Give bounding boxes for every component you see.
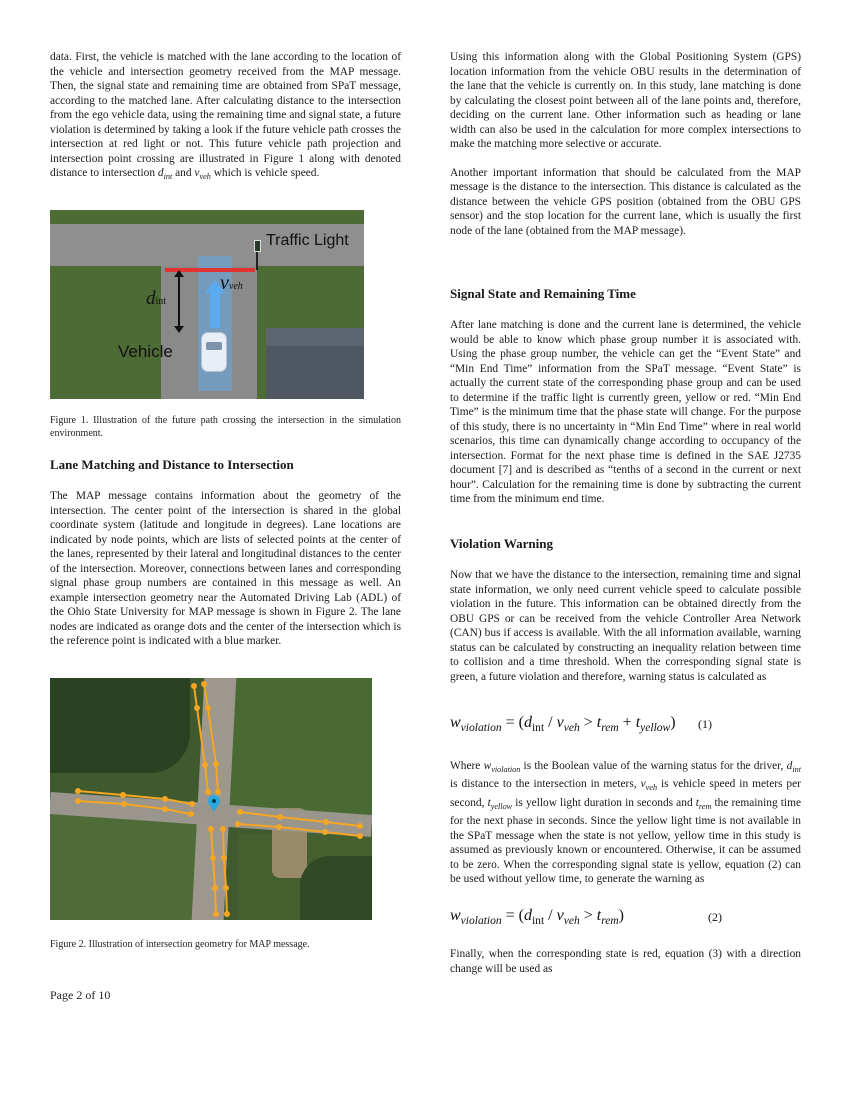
figure-2-intersection-map <box>50 678 372 920</box>
page-number: Page 2 of 10 <box>50 988 111 1002</box>
left-column <box>50 50 401 184</box>
section-paragraph: The MAP message contains information about the geometry of the intersection. The center point of the intersection is shared in the global coordinate system (latitude and longitude in degrees). Lane locations are indicated by node points, which are lists of selected points at the center of the lanes, represented by their lateral and longitudinal distances to the center of the intersection. Moreover, connections between lanes and corresponding signal phase group numbers are contained in this message as well. An example intersection geometry near the Automated Driving Lab (ADL) of the Ohio State University for MAP message is shown in Figure 2. The lane nodes are indicated as orange dots and the center of the intersection which is the reference point is indicated with a blue marker. <box>50 490 401 647</box>
figure-1-caption-block <box>50 414 401 440</box>
section-heading: Violation Warning <box>450 536 553 551</box>
label-traffic-light: Traffic Light <box>266 232 349 249</box>
figure-1-simulation-image <box>50 210 364 399</box>
distance-paragraph: Another important information that should be calculated from the MAP message is the distance to the intersection. This distance is calculated as the distance between the vehicle GPS position (obtained from the OBU GPS sensor) and the stop location for the current lane, which is usually the first node of the lane (obtained from the MAP message). <box>450 166 801 237</box>
intro-paragraph: data. First, the vehicle is matched with the lane according to the location of the vehicle and intersection geometry received from the MAP message. Then, the signal state and remaining time are obtained from SPaT message, according to the matched lane. After calculating distance to the intersection from the ego vehicle data, using the remaining time and signal state, a future violation is determined by taking a look if the future vehicle path crosses the intersection at red light or not. This future vehicle path projection and intersection point crossing are illustrated in Figure 1 along with denoted distance to intersection $d_{int}$ and $v_{veh}$ which is vehicle speed. <box>50 51 401 181</box>
figure-2-caption-block <box>50 938 401 951</box>
vehicle-icon <box>201 332 227 372</box>
section-heading: Signal State and Remaining Time <box>450 286 636 301</box>
section-lane-matching <box>50 457 401 649</box>
figure-2-caption: Figure 2. Illustration of intersection geometry for MAP message. <box>50 939 310 950</box>
right-column <box>450 50 801 238</box>
var-vveh: $v_{veh}$ <box>194 167 211 181</box>
where-paragraph-block <box>450 759 801 887</box>
final-paragraph-block <box>450 947 801 976</box>
equation-number: (1) <box>698 717 712 731</box>
equation-1: $w_{violation} = (d_{int} / v_{veh} > t_{rem} + t_{yellow})$ (1) <box>450 714 712 735</box>
section-heading: Lane Matching and Distance to Intersection <box>50 457 294 472</box>
figure-1-caption: Figure 1. Illustration of the future path crossing the intersection in the simulation environment. <box>50 415 401 439</box>
section-paragraph: Now that we have the distance to the intersection, remaining time and signal state information, we only need current vehicle speed to calculate possible violation in the future. This information can be obtained directly from the OBU GPS or can be received from the vehicle Controller Area Network (CAN) bus if access is available. With the all information available, warning status can be calculated by constructing an inequality relation between time to collision and a time threshold. When the corresponding signal state is green, a future violation and therefore, warning status is calculated as <box>450 569 801 683</box>
section-paragraph: After lane matching is done and the current lane is determined, the vehicle would be able to know which phase group number it is associated with. Using the phase group number, the vehicle can get the “Event State” and “Min End Time” information from the SPaT message. “Event State” is actually the current state of the corresponding phase group and can be used to determine if the traffic light is currently green, yellow or red. “Min End Time” is the minimum time that the phase state will change. For the purpose of this study, there is no uncertainty in “Min End Time” where in real world scenarios, this time can dynamically change according to occupancy of the intersection. Format for the next phase time is defined in the SAE J2735 document [7] and is described as “tenths of a second in the current or next hour”. Calculation for the remaining time is done by subtracting the current time from the minimum end time. <box>450 319 801 505</box>
equation-2: $w_{violation} = (d_{int} / v_{veh} > t_{rem})$ (2) <box>450 907 722 928</box>
label-dint: dint <box>146 288 167 309</box>
label-vveh: vveh <box>220 272 243 294</box>
lane-nodes-overlay <box>50 678 372 920</box>
equation-number: (2) <box>708 910 722 924</box>
where-paragraph: Where $w_{violation}$ is the Boolean value of the warning status for the driver, $d_{int}$ is distance to the intersection in meters, $v_{veh}$ is vehicle speed in meters per second, $t_{yellow}$ is yellow light duration in seconds and $t_{rem}$ the remaining time for the next phase in seconds. Since the yellow light time is not available in the SPaT message when the state is not yellow, yellow time in this study is assumed as previously known or encountered. Otherwise, it can be assumed to be zero. When the corresponding signal state is yellow, equation (2) can be used without yellow time, to generate the warning as <box>450 760 801 886</box>
var-dint: $d_{int}$ <box>157 167 173 181</box>
reference-point-marker-icon <box>208 795 220 812</box>
label-vehicle: Vehicle <box>118 342 173 361</box>
distance-arrow-icon <box>178 272 180 330</box>
gps-paragraph: Using this information along with the Global Positioning System (GPS) location information from the vehicle OBU results in the determination of the lane that the vehicle is currently on. In this study, lane matching is done by calculating the closest point between all of the lane points and, therefore, deciding on the current lane. Other information such as heading or lane width can also be used in the calculation for more complex intersections to make the matching more selective or accurate. <box>450 51 801 150</box>
section-signal-state <box>450 286 801 507</box>
final-paragraph: Finally, when the corresponding state is red, equation (3) with a direction change will be used as <box>450 948 801 975</box>
section-violation-warning <box>450 536 801 684</box>
